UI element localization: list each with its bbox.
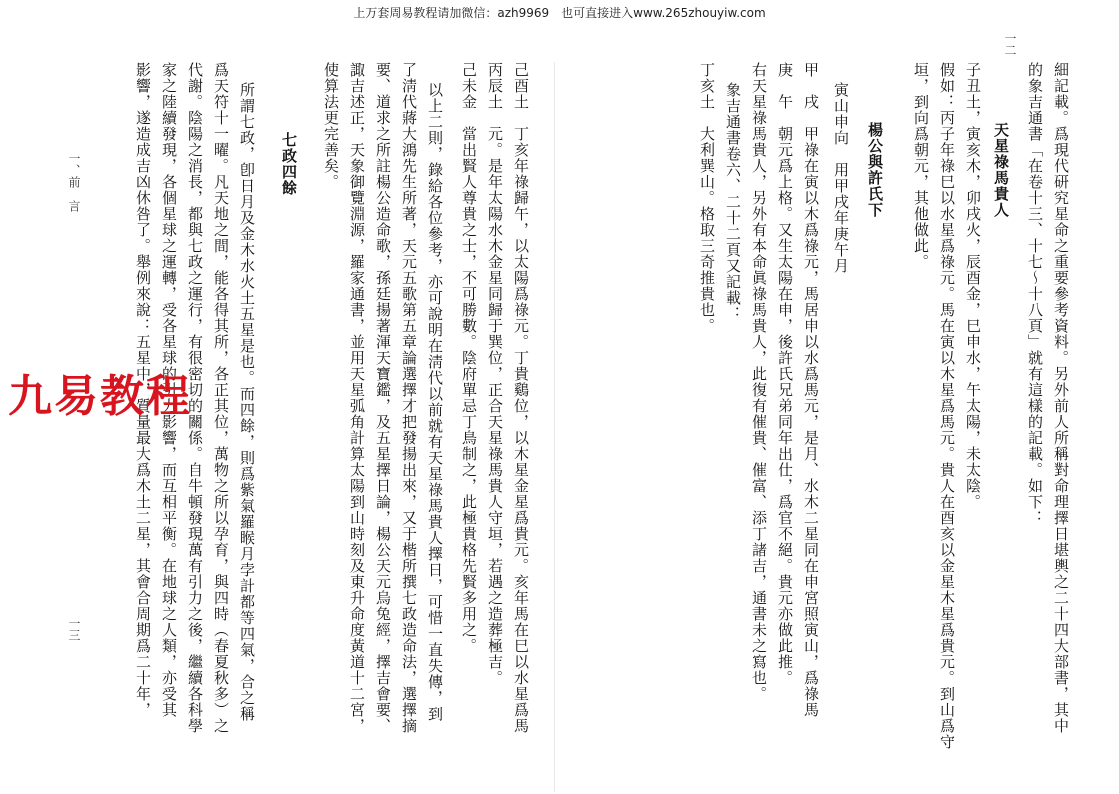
section-title-yanggong: 楊公與許氏下 (866, 122, 884, 218)
section1-line-1: 子丑土，寅亥木，卯戌火，辰酉金，巳申水，午太陽，未太陰。 (964, 62, 982, 510)
section2-line-2: 甲 戌 甲祿在寅以木爲祿元，馬居申以水爲馬元，是月、水木二星同在申宮照寅山，爲祿馬 (802, 62, 820, 718)
body-line-3: 己未金 當出賢人尊貴之士，不可勝數。陰府單忌丁鳥制之，此極貴格先賢多用之。 (460, 62, 478, 654)
qizheng-line-1: 所謂七政，卽日月及金木水火土五星是也。而四餘，則爲紫氣羅睺月孛計都等四氣，合之稱 (238, 82, 256, 722)
section2-line-4: 右天星祿馬貴人，另外有本命眞祿馬貴人，此復有催貴、催富、添丁諸吉，通書未之寫也。 (750, 62, 768, 702)
page-number-left: 一三 (67, 617, 81, 641)
section1-line-3: 垣，到向爲朝元，其他做此。 (912, 62, 930, 270)
section2-line-5: 象吉通書卷六、二十二頁又記載： (724, 82, 742, 322)
body-line-4: 以上二則，錄給各位參考，亦可說明在淸代以前就有天星祿馬貴人擇日，可惜一直失傳，到 (426, 82, 444, 722)
qizheng-line-3: 代謝。陰陽之消長，都與七政之運行，有很密切的關係。自牛頓發現萬有引力之後，繼續各科學 (186, 62, 204, 734)
section-title-tianxing: 天星祿馬貴人 (992, 122, 1010, 218)
body-line-5: 了淸代蔣大鴻先生所著，天元五歌第五章論選擇才把發揚出來，又于楷所撰七政造命法，選擇摘 (400, 62, 418, 734)
qizheng-line-5: 影響，遂造成吉凶休咎了。舉例來說：五星中，質量最大爲木土二星，其會合周期爲二十年， (134, 62, 152, 718)
qizheng-line-2: 爲天符十一曜。凡天地之間，能各得其所，各正其位，萬物之所以孕育，與四時（春夏秋多）之 (212, 62, 230, 734)
body-line-7: 諏吉述正，天象御覽淵源，羅家通書，並用天星弧角計算太陽到山時刻及東升命度黃道十二宮， (348, 62, 366, 734)
chapter-footer: 一、前 言 (67, 152, 81, 212)
section2-line-6: 丁亥土 大利巽山。格取三奇推貴也。 (698, 62, 716, 334)
section2-line-3: 庚 午 朝元爲上格。又生太陽在申，後許氏兄弟同年出仕，爲官不絕。貴元亦做此推。 (776, 62, 794, 686)
header-banner: 上万套周易教程请加微信：azh9969 也可直接进入www.265zhouyiw.com (353, 6, 766, 20)
section1-line-2: 假如：丙子年祿巳以水星爲祿元。馬在寅以木星爲馬元。貴人在酉亥以金星木星爲貴元。到山爲守 (938, 62, 956, 750)
intro-line-1: 細記載。爲現代研究星命之重要參考資料。另外前人所稱對命理擇日堪輿之二十四大部書，其中 (1052, 62, 1070, 734)
body-line-8: 使算法更完善矣。 (322, 62, 340, 190)
intro-line-2: 的象吉通書「在卷十三、十七～十八頁」就有這樣的記載。如下： (1026, 62, 1044, 526)
qizheng-line-4: 家之陸續發現，各個星球之運轉，受各星球的引力影響，而互相平衡。在地球之人類，亦受其 (160, 62, 178, 718)
section-title-qizheng: 七政四餘 (280, 132, 298, 196)
gutter (554, 62, 555, 792)
body-line-2: 丙辰土 元。是年太陽水木金星同歸于巽位，正合天星祿馬貴人守垣，若遇之造葬極吉。 (486, 62, 504, 686)
body-line-6: 要、道求之所註楊公造命歌，孫廷揚著渾天寶鑑，及五星擇日論，楊公天元烏兔經，擇吉會要、 (374, 62, 392, 734)
section2-line-1: 寅山申向 用甲戌年庚午月 (832, 82, 850, 274)
body-line-1: 己酉土 丁亥年祿歸午，以太陽爲祿元。丁貴鷄位，以木星金星爲貴元。亥年馬在巳以水星爲馬 (512, 62, 530, 734)
watermark-logo: 九易教程 (8, 371, 192, 422)
page-number-right: 一二 (1003, 32, 1017, 56)
